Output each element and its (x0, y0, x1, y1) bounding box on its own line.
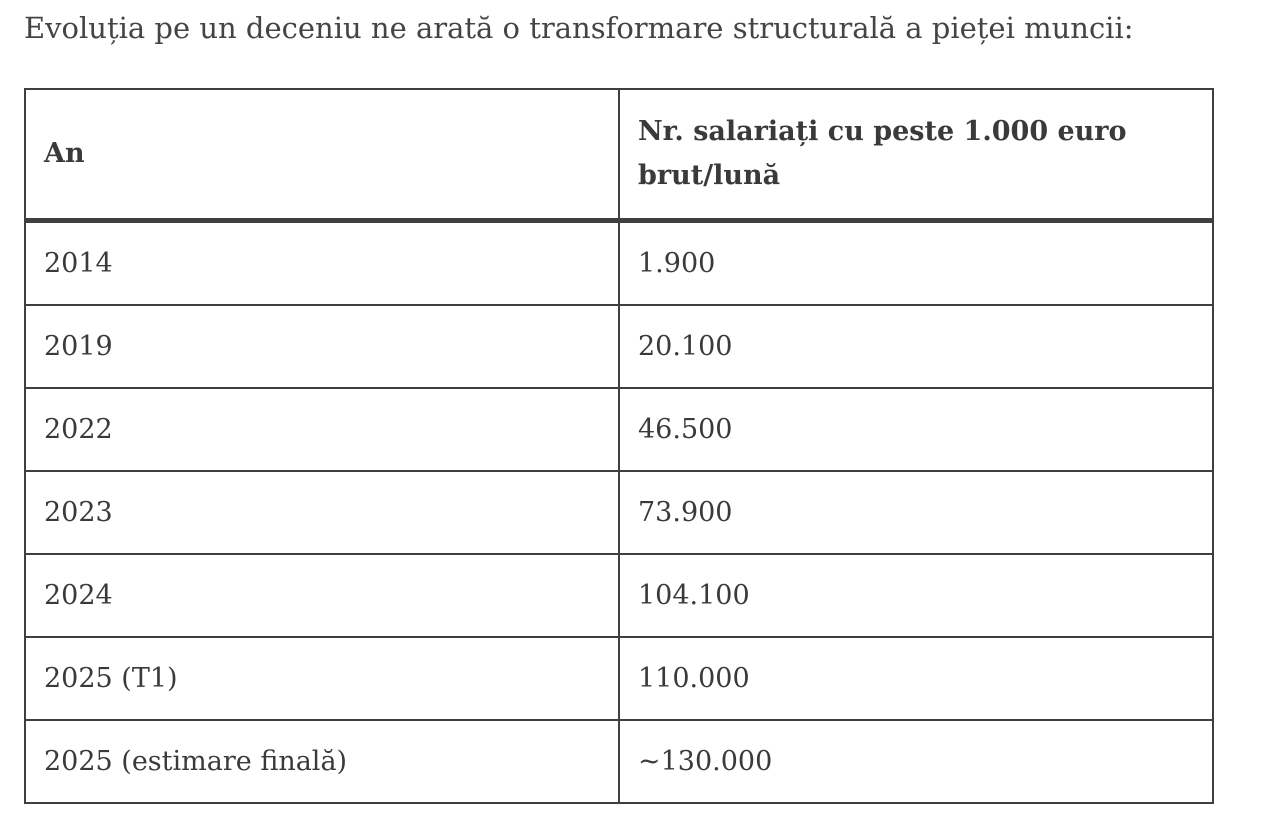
table-row (25, 221, 1213, 306)
cell-employee-count: 1.900 (619, 221, 1213, 306)
table-row (25, 637, 1213, 720)
table-header-row (25, 89, 1213, 221)
cell-year: 2022 (25, 388, 619, 471)
table-row (25, 305, 1213, 388)
cell-year: 2024 (25, 554, 619, 637)
table-row (25, 388, 1213, 471)
header-employee-count: Nr. salariați cu peste 1.000 euro brut/lună (619, 89, 1213, 221)
cell-year: 2025 (T1) (25, 637, 619, 720)
cell-year: 2014 (25, 221, 619, 306)
salary-evolution-table (24, 88, 1214, 804)
cell-employee-count: 46.500 (619, 388, 1213, 471)
table-row (25, 471, 1213, 554)
table-row (25, 720, 1213, 803)
cell-year: 2019 (25, 305, 619, 388)
cell-employee-count: 104.100 (619, 554, 1213, 637)
cell-employee-count: 110.000 (619, 637, 1213, 720)
intro-paragraph: Evoluția pe un deceniu ne arată o transformare structurală a pieței muncii: (24, 11, 1134, 45)
cell-year: 2025 (estimare finală) (25, 720, 619, 803)
table-row (25, 554, 1213, 637)
cell-year: 2023 (25, 471, 619, 554)
header-year: An (25, 89, 619, 221)
cell-employee-count: 73.900 (619, 471, 1213, 554)
cell-employee-count: 20.100 (619, 305, 1213, 388)
cell-employee-count: ~130.000 (619, 720, 1213, 803)
